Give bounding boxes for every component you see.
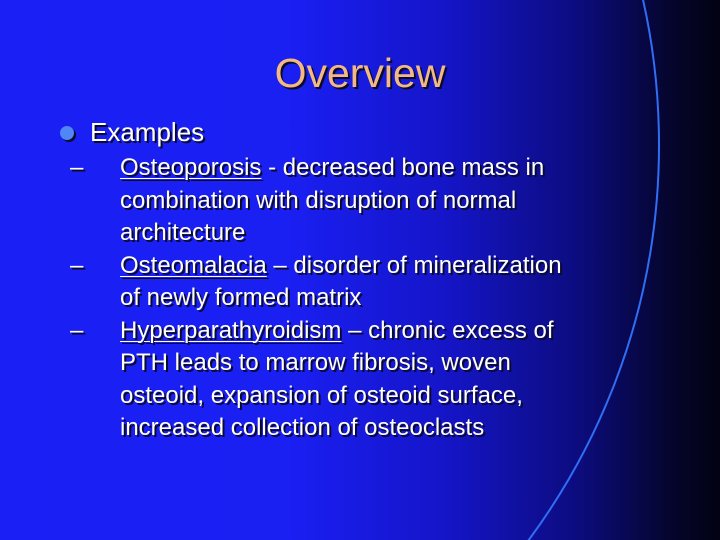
term-link: Osteomalacia: [120, 251, 267, 279]
term-link: Osteoporosis: [120, 154, 262, 181]
term-link: Hyperparathyroidism: [120, 316, 342, 344]
sub-bullet-line: PTH leads to marrow fibrosis, woven: [120, 349, 511, 376]
sub-bullet-text: – disorder of mineralization: [266, 251, 562, 279]
sub-bullet-text: – chronic excess of: [341, 316, 554, 344]
sub-bullet-line: combination with disruption of normal: [120, 186, 517, 214]
sub-bullet-line: osteoid, expansion of osteoid surface,: [120, 381, 523, 409]
slide-title: Overview: [274, 50, 446, 96]
bullet-dot-icon: [60, 126, 74, 140]
slide-content: [60, 116, 700, 445]
sub-bullet-line: [120, 315, 700, 348]
dash-icon: –: [70, 251, 84, 279]
sub-bullet-osteomalacia: [70, 250, 700, 315]
bullet-examples: [60, 116, 700, 148]
sub-bullet-line: of newly formed matrix: [120, 284, 362, 311]
bullet-label: Examples: [90, 117, 205, 147]
sub-bullet-line: architecture: [120, 219, 246, 246]
sub-bullet-line: increased collection of osteoclasts: [120, 414, 485, 441]
sub-bullet-line: [120, 250, 700, 283]
dash-icon: –: [70, 154, 84, 181]
sub-bullet-osteoporosis: [70, 152, 700, 250]
sub-bullet-hyperparathyroidism: [70, 315, 700, 445]
dash-icon: –: [70, 316, 84, 344]
sub-bullet-text: - decreased bone mass in: [261, 154, 545, 181]
sub-bullet-line: [120, 152, 700, 185]
